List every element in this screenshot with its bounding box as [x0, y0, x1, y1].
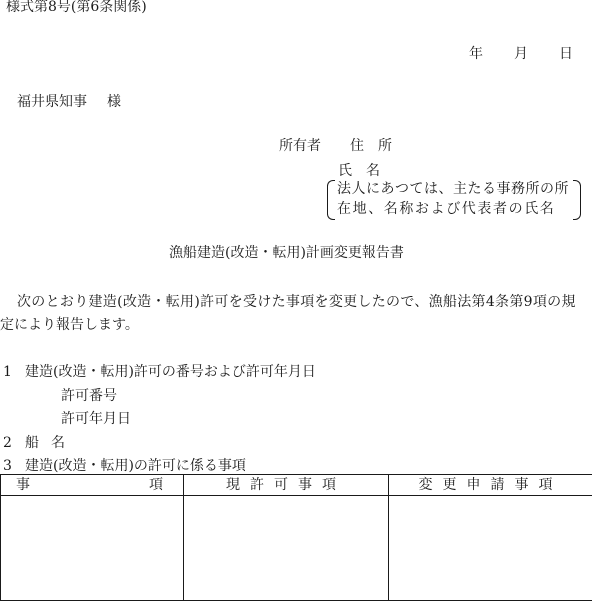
item-1: [3, 365, 316, 379]
corporate-note-line-2: 在地、名称および代表者の氏名: [337, 202, 555, 216]
cell-item[interactable]: [1, 496, 184, 601]
header-item-char-1: 事: [16, 477, 30, 493]
addressee: [17, 95, 121, 109]
item-2-number: 2: [3, 436, 25, 450]
table-row: [1, 496, 592, 601]
addressee-name: 福井県知事: [17, 94, 87, 110]
item-2-text: 船名: [25, 435, 77, 451]
document-title: 漁船建造(改造・転用)計画変更報告書: [169, 246, 404, 260]
right-bracket: [573, 180, 581, 220]
body-text-line-2: 定により報告します。: [0, 318, 139, 332]
item-3-text: 建造(改造・転用)の許可に係る事項: [25, 458, 246, 474]
addressee-honorific: 様: [107, 94, 121, 110]
corporate-note: [327, 180, 589, 220]
item-3-number: 3: [3, 459, 25, 473]
form-number: 様式第8号(第6条関係): [6, 0, 147, 14]
corporate-note-line-1: 法人にあつては、主たる事務所の所: [337, 182, 569, 196]
header-item-char-2: 項: [149, 478, 163, 492]
item-1-number: 1: [3, 365, 25, 379]
header-change-request: 変更申請事項: [389, 475, 592, 496]
header-current-permit: 現許可事項: [184, 475, 389, 496]
table-header-row: [1, 475, 592, 496]
address-label: 住所: [350, 139, 406, 153]
item-3: [3, 459, 246, 473]
permit-date-label: 許可年月日: [61, 412, 131, 426]
cell-change-request[interactable]: [389, 496, 592, 601]
date-month-label: 月: [514, 47, 528, 61]
body-text-line-1: 次のとおり建造(改造・転用)許可を受けた事項を変更したので、漁船法第4条第9項の規: [17, 295, 576, 309]
date-day-label: 日: [559, 47, 573, 61]
item-1-text: 建造(改造・転用)許可の番号および許可年月日: [25, 364, 316, 380]
owner-label: 所有者: [279, 139, 321, 153]
left-bracket: [327, 180, 335, 220]
cell-current-permit[interactable]: [184, 496, 389, 601]
item-2: [3, 436, 77, 450]
name-label: 氏名: [338, 164, 394, 178]
permit-number-label: 許可番号: [61, 389, 117, 403]
change-items-table: [0, 474, 592, 601]
date-year-label: 年: [469, 47, 483, 61]
header-item: [1, 475, 184, 496]
